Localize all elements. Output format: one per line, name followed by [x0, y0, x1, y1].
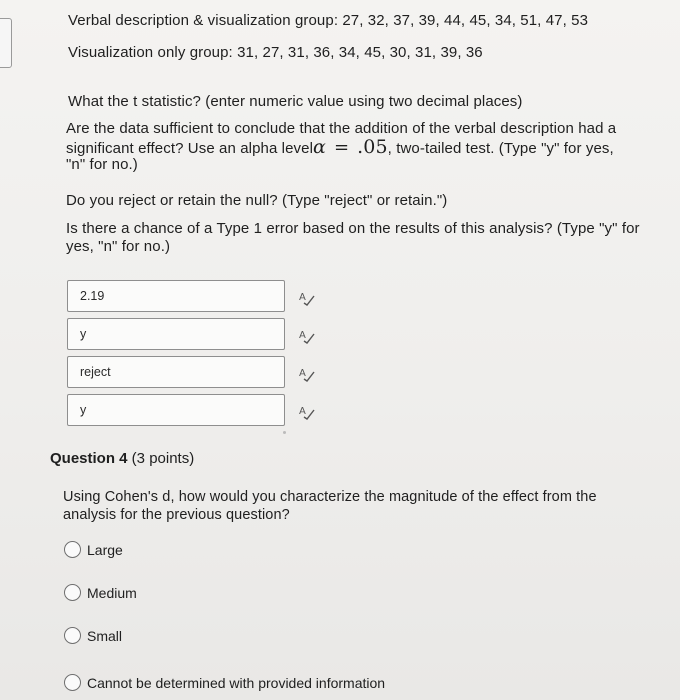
radio-button[interactable] — [64, 584, 81, 601]
sufficiency-input[interactable] — [67, 318, 285, 350]
spellcheck-icon[interactable] — [298, 290, 316, 306]
t-statistic-value: 2.19 — [80, 289, 105, 303]
sufficiency-value: y — [80, 327, 87, 341]
option-small[interactable] — [64, 627, 122, 644]
reject-retain-input[interactable] — [67, 356, 285, 388]
sufficiency-prompt-line3: "n" for no.) — [66, 156, 138, 173]
type1-error-input[interactable] — [67, 394, 285, 426]
svg-text:A: A — [299, 406, 306, 417]
spellcheck-icon[interactable] — [298, 366, 316, 382]
type1-error-prompt-line2: yes, "n" for no.) — [66, 238, 171, 255]
option-cannot-determine[interactable] — [64, 674, 385, 691]
reject-retain-value: reject — [80, 365, 111, 379]
radio-button[interactable] — [64, 674, 81, 691]
option-label: Small — [87, 627, 123, 644]
verbal-group-data: Verbal description & visualization group: 27, 32, 37, 39, 44, 45, 34, 51, 47, 53 — [68, 12, 589, 29]
svg-text:A: A — [299, 368, 306, 379]
type1-error-prompt-line1: Is there a chance of a Type 1 error based on the results of this analysis? (Type "y" for — [66, 220, 640, 237]
sufficiency-prompt-tail: , two-tailed test. (Type "y" for yes, — [387, 140, 614, 157]
equals-sign: = — [333, 137, 350, 158]
spellcheck-icon[interactable] — [298, 328, 316, 344]
option-label: Large — [87, 541, 123, 558]
t-statistic-prompt: What the t statistic? (enter numeric value using two decimal places) — [68, 93, 523, 110]
sufficiency-prompt-text: significant effect? Use an alpha level — [66, 140, 314, 157]
option-medium[interactable] — [64, 584, 137, 601]
type1-error-value: y — [80, 403, 87, 417]
spellcheck-icon[interactable] — [298, 404, 316, 420]
option-label: Cannot be determined with provided information — [87, 674, 386, 691]
left-panel-edge — [0, 18, 12, 68]
question4-text-line1: Using Cohen's d, how would you characterize the magnitude of the effect from the — [63, 489, 597, 505]
svg-text:A: A — [299, 292, 306, 303]
sufficiency-prompt-line1: Are the data sufficient to conclude that the addition of the verbal description had a — [66, 120, 617, 137]
reject-retain-prompt: Do you reject or retain the null? (Type "reject" or retain.") — [66, 192, 448, 209]
visualization-group-data: Visualization only group: 31, 27, 31, 36, 34, 45, 30, 31, 39, 36 — [68, 44, 483, 61]
resize-dot — [283, 431, 286, 434]
option-label: Medium — [87, 584, 137, 601]
option-large[interactable] — [64, 541, 123, 558]
question4-header — [50, 450, 194, 467]
alpha-value: .05 — [357, 136, 388, 158]
radio-button[interactable] — [64, 541, 81, 558]
sufficiency-prompt-line2 — [66, 138, 614, 158]
alpha-symbol: α — [313, 136, 326, 158]
radio-button[interactable] — [64, 627, 81, 644]
svg-text:A: A — [299, 330, 306, 341]
question4-text-line2: analysis for the previous question? — [63, 507, 290, 523]
t-statistic-input[interactable] — [67, 280, 285, 312]
question4-title: Question 4 — [50, 450, 128, 467]
question4-points: (3 points) — [127, 450, 195, 467]
